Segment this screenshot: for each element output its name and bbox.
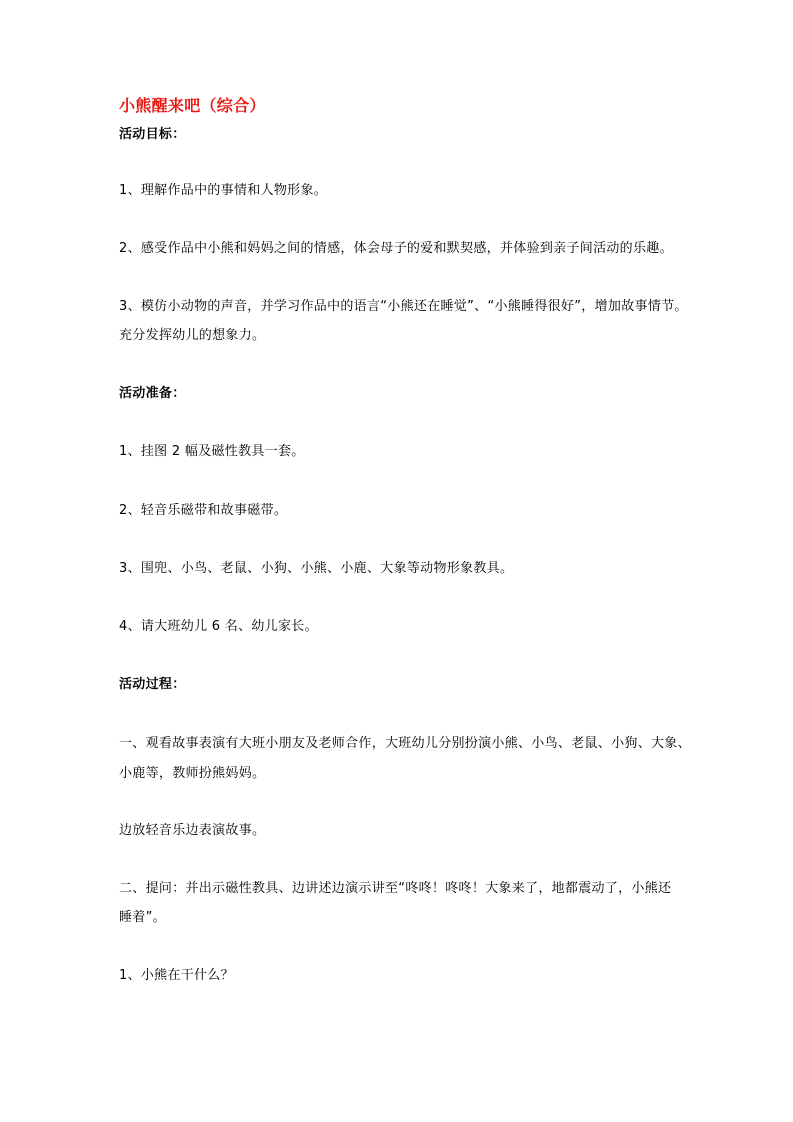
- process-question-1: 1、小熊在干什么？: [119, 968, 234, 983]
- prep-item-4: 4、请大班幼儿 6 名、幼儿家长。: [119, 619, 318, 634]
- goal-item-3: 3、模仿小动物的声音，并学习作品中的语言“小熊还在睡觉”、“小熊睡得很好”，增加故事情节。: [119, 299, 688, 314]
- goal-item-3-continued: 充分发挥幼儿的想象力。: [119, 328, 266, 343]
- document-title: 小熊醒来吧（综合）: [119, 96, 266, 115]
- prep-item-1: 1、挂图 2 幅及磁性教具一套。: [119, 444, 305, 459]
- prep-heading: 活动准备：: [119, 386, 186, 401]
- prep-item-3: 3、围兜、小鸟、老鼠、小狗、小熊、小鹿、大象等动物形象教具。: [119, 561, 514, 576]
- process-item-2-continued: 睡着”。: [119, 910, 166, 925]
- prep-item-2: 2、轻音乐磁带和故事磁带。: [119, 503, 288, 518]
- goal-item-1: 1、理解作品中的事情和人物形象。: [119, 183, 328, 198]
- goal-item-2: 2、感受作品中小熊和妈妈之间的情感，体会母子的爱和默契感，并体验到亲子间活动的乐趣。: [119, 241, 673, 256]
- process-heading: 活动过程：: [119, 677, 186, 692]
- process-item-2: 二、提问：并出示磁性教具、边讲述边演示讲至“咚咚！咚咚！大象来了，地都震动了，小熊还: [119, 881, 672, 896]
- goals-heading: 活动目标：: [119, 127, 186, 142]
- process-item-1-note: 边放轻音乐边表演故事。: [119, 823, 266, 838]
- process-item-1-continued: 小鹿等，教师扮熊妈妈。: [119, 766, 266, 781]
- process-item-1: 一、观看故事表演有大班小朋友及老师合作，大班幼儿分别扮演小熊、小鸟、老鼠、小狗、大象、: [119, 736, 691, 751]
